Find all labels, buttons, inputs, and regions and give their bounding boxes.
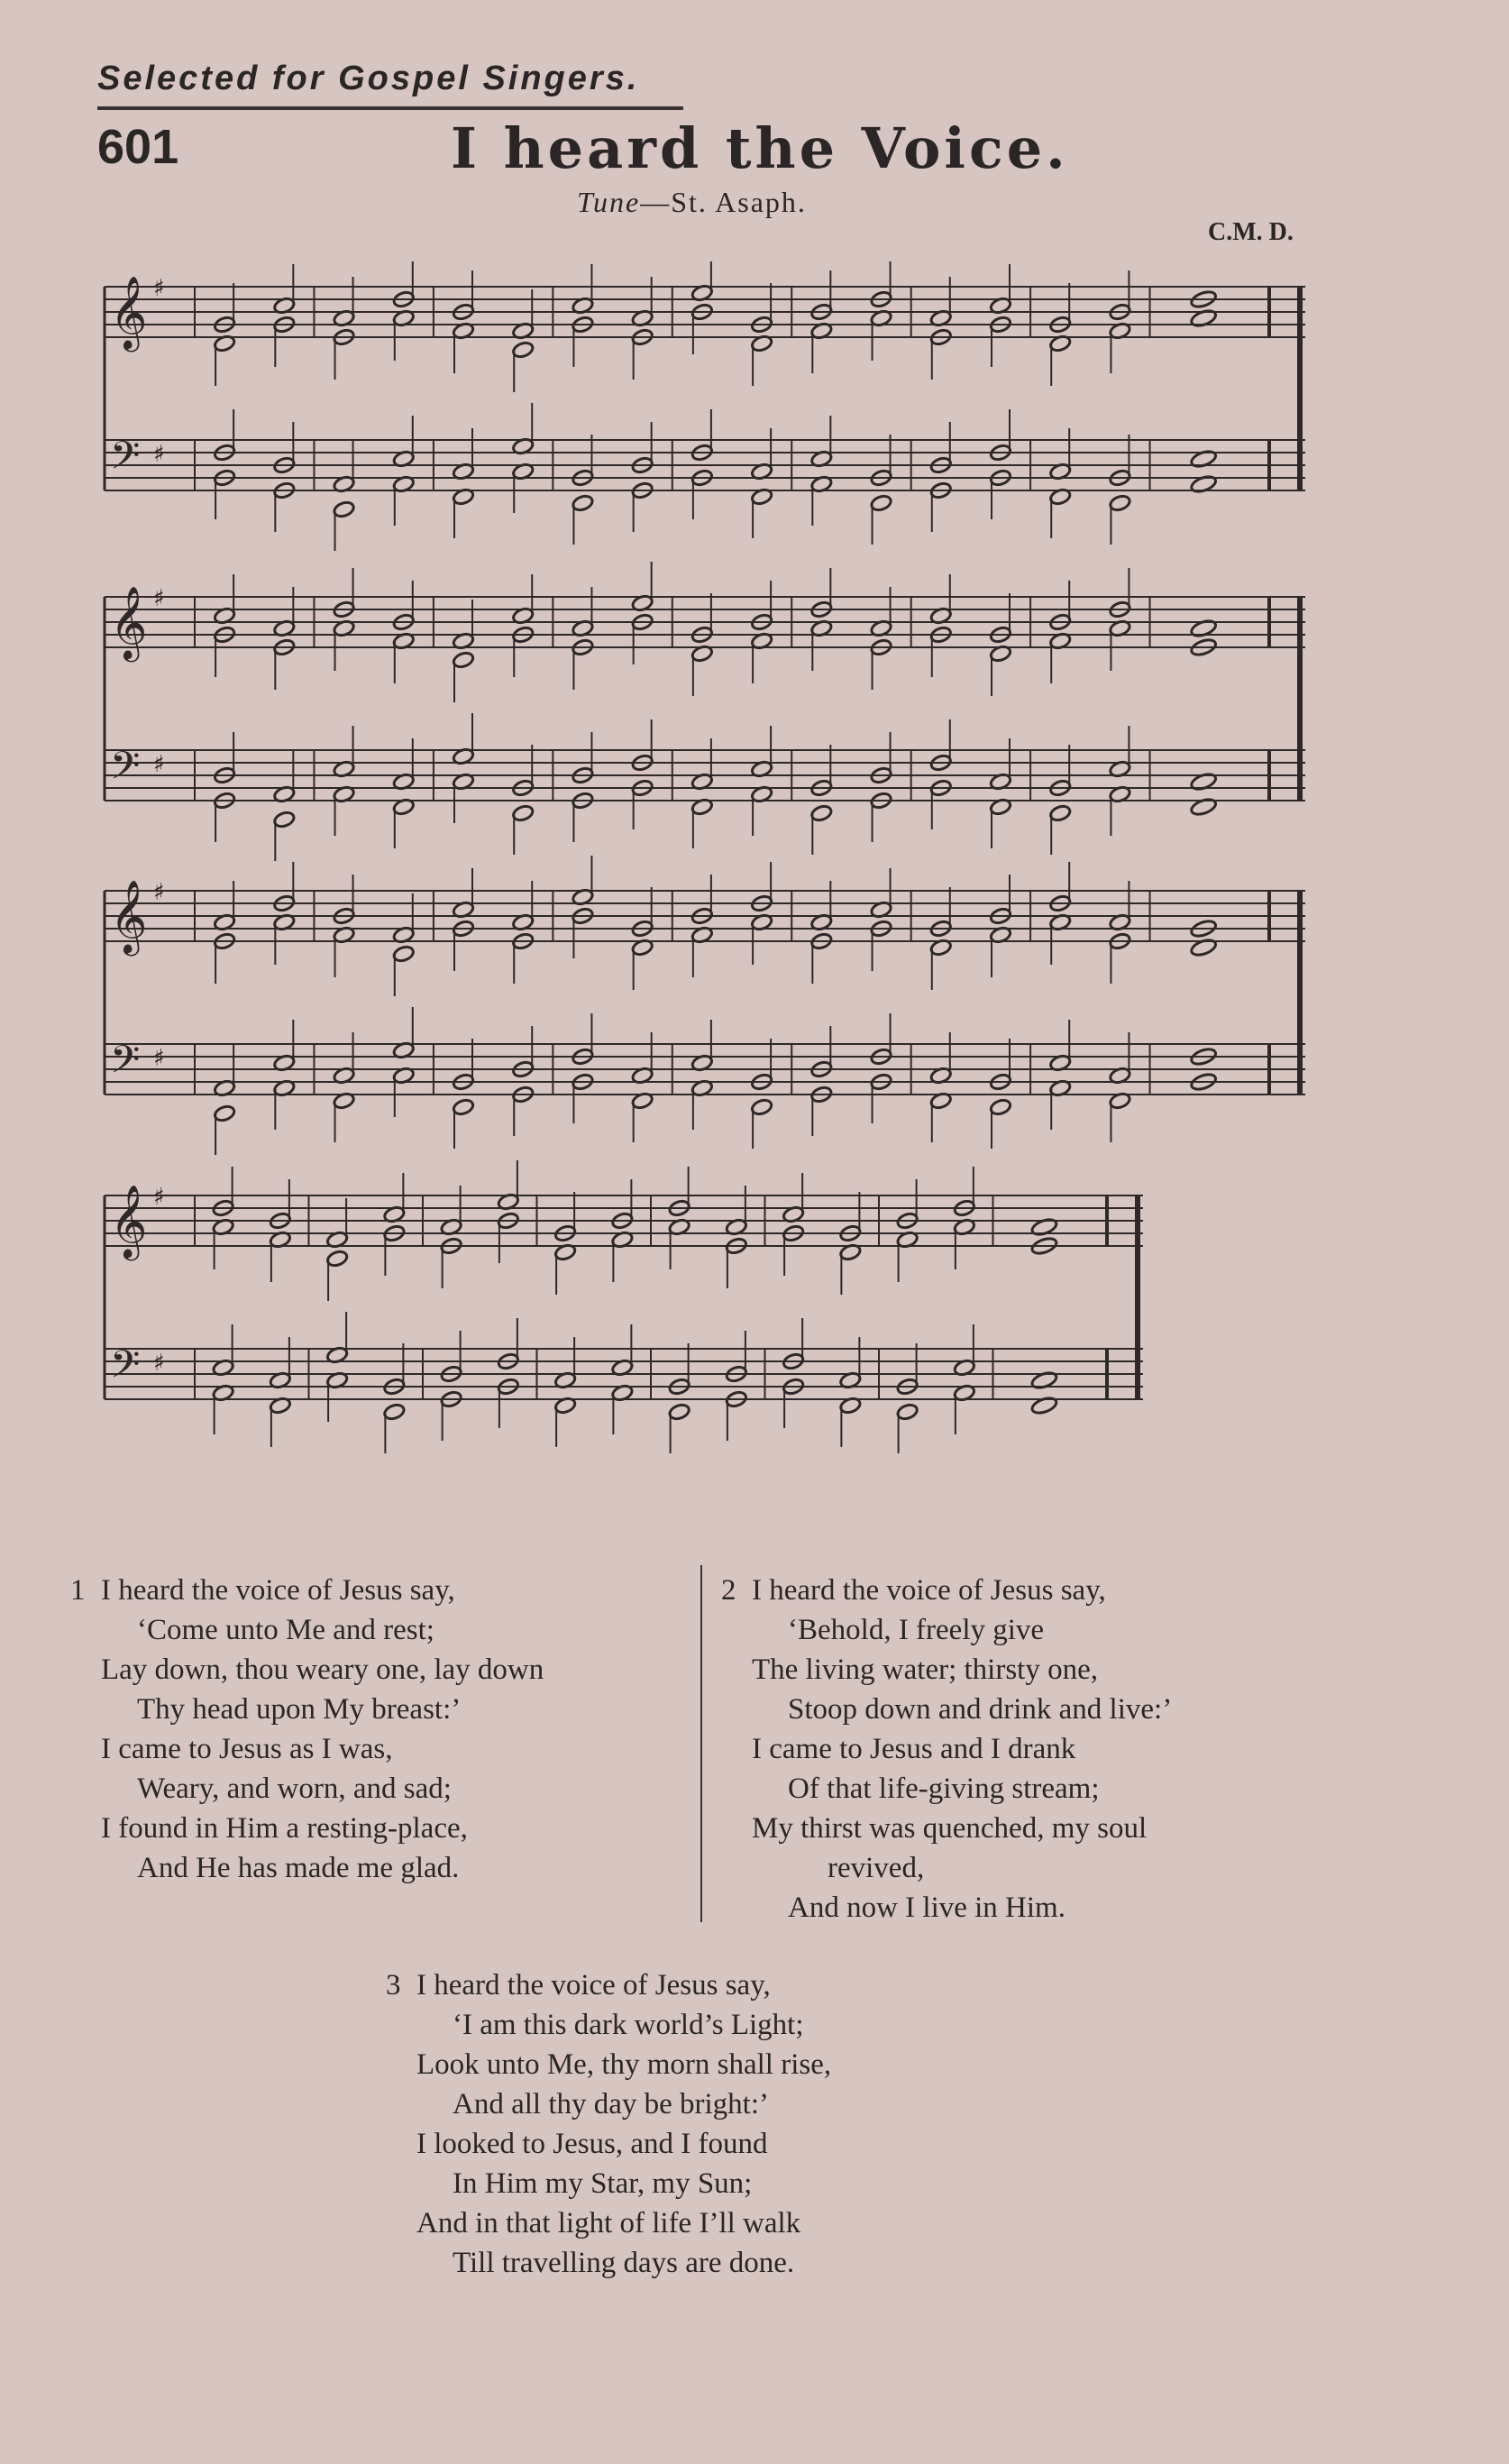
bass-clef-icon: 𝄢 <box>110 434 141 488</box>
verse-number: 1 <box>70 1574 86 1607</box>
note-head <box>668 1403 690 1422</box>
column-divider <box>700 1565 702 1922</box>
verse-line: 3 I heard the voice of Jesus say, <box>386 1965 831 2005</box>
verse-line: And in that light of life I’ll walk <box>416 2207 801 2240</box>
verse-2 <box>721 1571 1172 1928</box>
sharp-icon: ♯ <box>153 1350 165 1377</box>
sharp-icon: ♯ <box>153 1184 165 1211</box>
verse-1 <box>70 1571 544 1888</box>
verse-line: Thy head upon My breast:’ <box>137 1693 462 1726</box>
note-head <box>572 494 594 513</box>
verse-line: 1 I heard the voice of Jesus say, <box>70 1571 544 1610</box>
hymn-title: I heard the Voice. <box>451 115 1069 181</box>
verse-line: My thirst was quenched, my soul <box>752 1812 1148 1845</box>
verse-number: 2 <box>721 1574 736 1607</box>
verse-line: Till travelling days are done. <box>453 2247 795 2279</box>
note-head <box>452 651 474 670</box>
note-head <box>989 1098 1011 1117</box>
verse-3 <box>386 1965 831 2283</box>
note-head <box>325 1250 348 1269</box>
note-head <box>810 804 833 823</box>
verse-line: I looked to Jesus, and I found <box>416 2128 768 2160</box>
verse-line: Stoop down and drink and live:’ <box>788 1693 1173 1726</box>
bass-clef-icon: 𝄢 <box>110 744 141 798</box>
verse-line: Look unto Me, thy morn shall rise, <box>416 2048 832 2081</box>
note-head <box>1048 804 1071 823</box>
verse-line: In Him my Star, my Sun; <box>453 2167 753 2200</box>
note-head <box>392 945 415 964</box>
note-head <box>452 1098 474 1117</box>
treble-clef-icon: 𝄞 <box>110 275 148 349</box>
verse-line: And all thy day be bright:’ <box>453 2088 770 2121</box>
verse-line: The living water; thirsty one, <box>752 1653 1098 1686</box>
treble-clef-icon: 𝄞 <box>110 585 148 659</box>
bass-clef-icon: 𝄢 <box>110 1038 141 1092</box>
treble-clef-icon: 𝄞 <box>110 879 148 953</box>
sharp-icon: ♯ <box>153 441 165 468</box>
bass-clef-icon: 𝄢 <box>110 1342 141 1397</box>
meter: C.M. D. <box>1208 218 1294 246</box>
note-head <box>870 494 892 513</box>
tune-line <box>577 186 807 219</box>
note-head <box>273 811 296 829</box>
verse-line: And now I live in Him. <box>788 1892 1065 1924</box>
hymn-number: 601 <box>97 120 179 174</box>
music-score <box>97 261 1314 1506</box>
running-head: Selected for Gospel Singers. <box>97 60 640 97</box>
verse-line: revived, <box>828 1852 925 1884</box>
verse-line: ‘I am this dark world’s Light; <box>453 2009 804 2041</box>
verse-line: I found in Him a resting-place, <box>101 1812 468 1845</box>
tune-name: —St. Asaph. <box>640 186 807 218</box>
note-head <box>511 341 534 360</box>
note-head <box>213 1104 235 1123</box>
sharp-icon: ♯ <box>153 879 165 906</box>
note-head <box>511 804 534 823</box>
sharp-icon: ♯ <box>153 275 165 302</box>
note-head <box>383 1403 406 1422</box>
verse-line: 2 I heard the voice of Jesus say, <box>721 1571 1172 1610</box>
treble-clef-icon: 𝄞 <box>110 1184 148 1258</box>
sharp-icon: ♯ <box>153 585 165 612</box>
sharp-icon: ♯ <box>153 1045 165 1072</box>
note-head <box>333 500 355 519</box>
verse-line: Weary, and worn, and sad; <box>137 1772 452 1805</box>
verse-line: I came to Jesus and I drank <box>752 1733 1076 1765</box>
tune-label: Tune <box>577 186 641 218</box>
verse-line: Lay down, thou weary one, lay down <box>101 1653 544 1686</box>
note-head <box>1109 494 1131 513</box>
note-head <box>750 1098 773 1117</box>
verse-line: ‘Come unto Me and rest; <box>137 1614 434 1646</box>
verse-line: Of that life-giving stream; <box>788 1772 1100 1805</box>
verse-line: ‘Behold, I freely give <box>788 1614 1045 1646</box>
header-rule <box>97 106 683 110</box>
sharp-icon: ♯ <box>153 751 165 778</box>
note-head <box>896 1403 919 1422</box>
verse-line: And He has made me glad. <box>137 1852 460 1884</box>
verse-number: 3 <box>386 1969 401 2001</box>
verse-line: I came to Jesus as I was, <box>101 1733 393 1765</box>
